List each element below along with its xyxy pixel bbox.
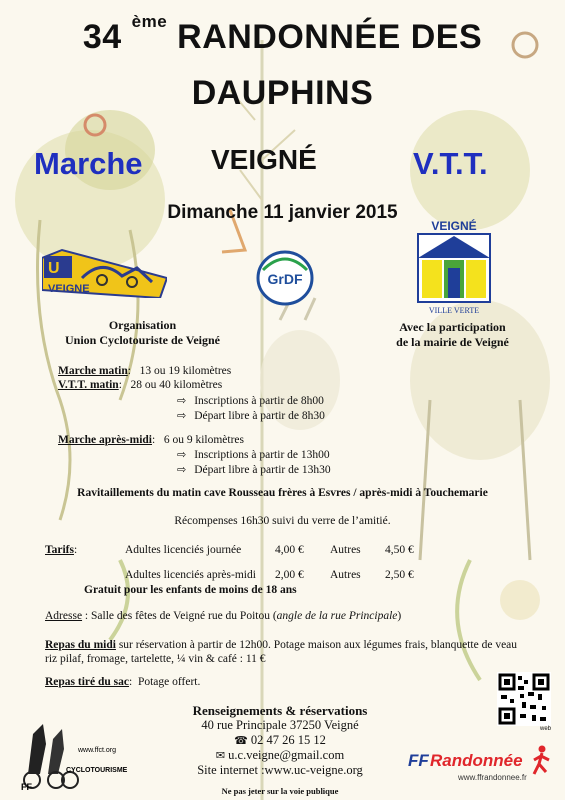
participation-name: de la mairie de Veigné bbox=[396, 335, 509, 349]
repas-sac-label: Repas tiré du sac bbox=[45, 676, 130, 688]
adresse-close: ) bbox=[397, 610, 402, 622]
ordinal-suffix: ème bbox=[131, 12, 168, 31]
ffrando-ff: FF bbox=[408, 751, 429, 770]
ffct-sub: CYCLOTOURISME bbox=[66, 767, 128, 774]
tarif-other-label: Autres bbox=[330, 568, 361, 581]
tarif-row: Tarifs: Adultes licenciés journée 4,00 € Autres 4,50 € bbox=[45, 540, 435, 559]
tarif-other-price: 4,50 € bbox=[385, 543, 414, 556]
email-icon: ✉ bbox=[215, 749, 226, 762]
tarif-row bbox=[45, 565, 435, 584]
morning-walk-label: Marche matin bbox=[58, 365, 128, 377]
participation-heading: Avec la participation bbox=[399, 320, 506, 334]
renseignements-address: 40 rue Principale 37250 Veigné bbox=[201, 718, 359, 732]
qr-sub-label: web bbox=[540, 726, 552, 732]
afternoon-registration bbox=[177, 448, 330, 462]
tarif-price: 4,00 € bbox=[275, 543, 304, 556]
ffct-ff: FF bbox=[21, 782, 32, 792]
afternoon-departure bbox=[177, 463, 331, 477]
renseignements-email-row bbox=[170, 748, 390, 763]
morning-departure-text: Départ libre à partir de 8h30 bbox=[194, 410, 325, 422]
renseignements-title: Renseignements & réservations bbox=[192, 703, 368, 718]
tarif-other-label: Autres bbox=[330, 543, 361, 556]
category-town: VEIGNÉ bbox=[211, 144, 317, 175]
veigne-logo-bottom: VILLE VERTE bbox=[428, 306, 480, 315]
arrow-icon: ⇨ bbox=[177, 448, 187, 461]
title-line-1 bbox=[0, 12, 565, 57]
organisation-name: Union Cyclotouriste de Veigné bbox=[64, 333, 220, 347]
arrow-icon: ⇨ bbox=[177, 409, 187, 422]
afternoon-registration-text: Inscriptions à partir de 13h00 bbox=[194, 449, 330, 461]
morning-vtt-value: 28 ou 40 kilomètres bbox=[130, 379, 223, 391]
adresse-italic: angle de la rue Principale bbox=[276, 610, 398, 622]
afternoon-walk-value: 6 ou 9 kilomètres bbox=[163, 434, 245, 446]
recompenses: Récompenses 16h30 suivi du verre de l’amitié. bbox=[174, 515, 391, 527]
free-for-children: Gratuit pour les enfants de moins de 18 ans bbox=[84, 584, 297, 596]
title-line-2: DAUPHINS bbox=[191, 74, 374, 112]
morning-walk-value: 13 ou 19 kilomètres bbox=[139, 365, 232, 377]
repas-sac: Repas tiré du sac: Potage offert. bbox=[45, 676, 201, 688]
tarif-other-price: 2,50 € bbox=[385, 568, 414, 581]
tarif-price: 2,00 € bbox=[275, 568, 304, 581]
ffct-cyclotourisme-logo bbox=[18, 714, 133, 792]
qr-code-icon bbox=[497, 672, 551, 726]
renseignements-website: Site internet :www.uc-veigne.org bbox=[197, 763, 363, 777]
title-part-1: RANDONNÉE DES bbox=[177, 18, 483, 56]
ravitaillements: Ravitaillements du matin cave Rousseau frères à Esvres / après-midi à Touchemarie bbox=[77, 487, 488, 499]
arrow-icon: ⇨ bbox=[177, 394, 187, 407]
veigne-ville-verte-logo bbox=[414, 218, 494, 316]
arrow-icon: ⇨ bbox=[177, 463, 187, 476]
category-bike: V.T.T. bbox=[413, 146, 488, 181]
participation-block bbox=[370, 320, 535, 350]
renseignements-phone: 02 47 26 15 12 bbox=[250, 733, 326, 747]
walker-icon bbox=[534, 746, 549, 775]
tarif-category: Adultes licenciés après-midi bbox=[125, 568, 256, 581]
grdf-logo bbox=[255, 250, 315, 308]
afternoon-departure-text: Départ libre à partir de 13h30 bbox=[194, 464, 331, 476]
renseignements-block bbox=[170, 703, 390, 799]
renseignements-email: u.c.veigne@gmail.com bbox=[228, 748, 345, 762]
repas-midi bbox=[45, 638, 525, 666]
morning-walk-row: Marche matin: 13 ou 19 kilomètres bbox=[58, 365, 232, 377]
afternoon-walk-label: Marche après-midi bbox=[58, 434, 153, 446]
tarifs-label: Tarifs bbox=[45, 543, 74, 556]
club-logo bbox=[42, 248, 167, 298]
ffrando-url: www.ffrandonnee.fr bbox=[458, 773, 527, 782]
organisation-heading: Organisation bbox=[108, 318, 177, 332]
repas-midi-text: sur réservation à partir de 12h00. Potage maison aux légumes frais, blanquette de veau riz pilaf, fromage, tartelette, ¼ vin & café : 11 € bbox=[45, 639, 518, 665]
repas-sac-text: Potage offert. bbox=[137, 676, 201, 688]
morning-vtt-label: V.T.T. matin bbox=[58, 379, 119, 391]
veigne-logo-top: VEIGNÉ bbox=[431, 219, 477, 233]
adresse-text: Salle des fêtes de Veigné rue du Poitou ( bbox=[91, 610, 277, 622]
adresse-row: Adresse : Salle des fêtes de Veigné rue du Poitou (angle de la rue Principale) bbox=[45, 610, 402, 622]
morning-registration-text: Inscriptions à partir de 8h00 bbox=[194, 395, 324, 407]
club-logo-u: U bbox=[48, 260, 60, 277]
grdf-logo-text: GrDF bbox=[267, 271, 303, 287]
tarif-category: Adultes licenciés journée bbox=[125, 543, 242, 556]
repas-midi-label: Repas du midi bbox=[45, 639, 116, 651]
tarifs-section bbox=[45, 540, 435, 584]
club-logo-name: VEIGNE bbox=[48, 283, 90, 295]
event-date: Dimanche 11 janvier 2015 bbox=[167, 202, 398, 223]
morning-vtt-row: V.T.T. matin: 28 ou 40 kilomètres bbox=[58, 379, 223, 391]
morning-registration bbox=[177, 394, 324, 408]
renseignements-phone-row bbox=[170, 733, 390, 748]
phone-icon: ☎ bbox=[234, 734, 248, 747]
category-walk: Marche bbox=[34, 146, 143, 181]
ffct-url: www.ffct.org bbox=[78, 747, 116, 754]
ffrando-name: Randonnée bbox=[430, 751, 523, 770]
adresse-label: Adresse bbox=[45, 610, 83, 622]
organisation-block bbox=[0, 318, 285, 348]
ffrandonnee-logo bbox=[406, 744, 554, 784]
litter-warning: Ne pas jeter sur la voie publique bbox=[221, 786, 339, 796]
afternoon-walk-row: Marche après-midi: 6 ou 9 kilomètres bbox=[58, 434, 245, 446]
morning-departure bbox=[177, 409, 325, 423]
edition-number: 34 bbox=[82, 18, 122, 56]
